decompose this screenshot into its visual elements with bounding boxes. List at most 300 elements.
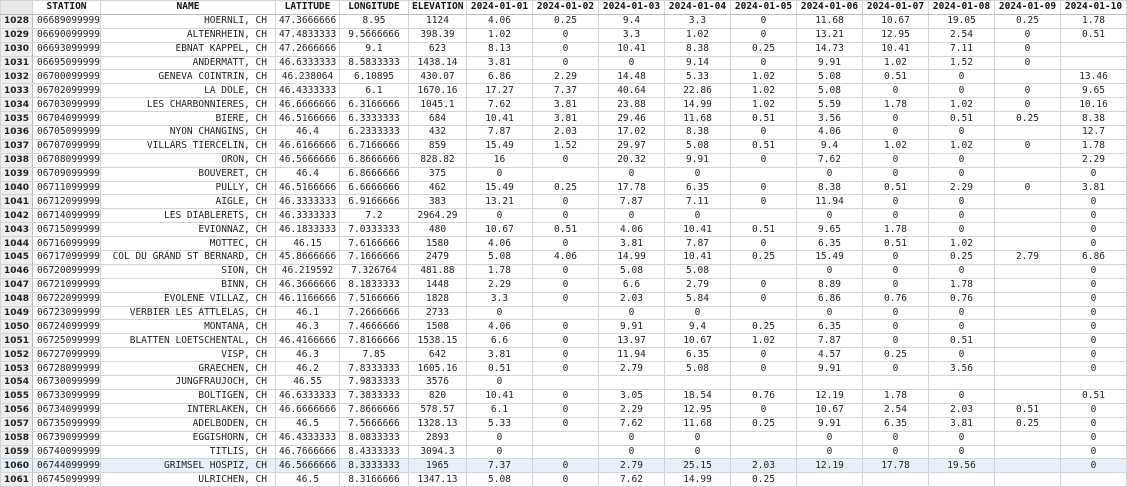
table-cell[interactable]: 0 bbox=[533, 42, 599, 56]
table-cell[interactable]: 1045.1 bbox=[409, 98, 467, 112]
table-cell[interactable]: 11.68 bbox=[665, 417, 731, 431]
table-cell[interactable]: 06703099999 bbox=[33, 98, 101, 112]
row-number-header[interactable]: 1051 bbox=[1, 334, 33, 348]
table-cell[interactable]: 2479 bbox=[409, 251, 467, 265]
table-cell[interactable]: 3.3 bbox=[665, 14, 731, 28]
table-cell[interactable] bbox=[1061, 376, 1127, 390]
table-cell[interactable]: 9.91 bbox=[797, 417, 863, 431]
table-cell[interactable]: 6.8666666 bbox=[340, 153, 409, 167]
table-cell[interactable]: 0 bbox=[665, 431, 731, 445]
table-cell[interactable]: 6.10895 bbox=[340, 70, 409, 84]
table-cell[interactable]: 1347.13 bbox=[409, 473, 467, 487]
table-cell[interactable]: 0 bbox=[599, 209, 665, 223]
table-cell[interactable]: 0 bbox=[929, 167, 995, 181]
table-cell[interactable]: 14.99 bbox=[665, 98, 731, 112]
table-cell[interactable] bbox=[995, 209, 1061, 223]
table-cell[interactable]: 06735099999 bbox=[33, 417, 101, 431]
table-cell[interactable]: EVOLENE VILLAZ, CH bbox=[101, 292, 276, 306]
table-cell[interactable]: BOUVERET, CH bbox=[101, 167, 276, 181]
table-cell[interactable]: 1.02 bbox=[929, 98, 995, 112]
table-cell[interactable]: 0 bbox=[599, 306, 665, 320]
table-cell[interactable]: 06727099999 bbox=[33, 348, 101, 362]
table-cell[interactable]: 0 bbox=[731, 28, 797, 42]
table-cell[interactable]: BIERE, CH bbox=[101, 112, 276, 126]
table-row[interactable] bbox=[1, 153, 1127, 167]
table-cell[interactable]: 6.35 bbox=[797, 320, 863, 334]
table-cell[interactable]: 5.33 bbox=[665, 70, 731, 84]
table-cell[interactable]: 9.4 bbox=[797, 139, 863, 153]
table-cell[interactable]: 6.35 bbox=[665, 348, 731, 362]
table-cell[interactable]: 3576 bbox=[409, 376, 467, 390]
table-cell[interactable]: 1.02 bbox=[731, 98, 797, 112]
table-cell[interactable]: 4.06 bbox=[467, 320, 533, 334]
table-cell[interactable]: COL DU GRAND ST BERNARD, CH bbox=[101, 251, 276, 265]
table-cell[interactable]: 3.81 bbox=[599, 237, 665, 251]
table-cell[interactable]: BINN, CH bbox=[101, 278, 276, 292]
table-cell[interactable]: 6.86 bbox=[467, 70, 533, 84]
table-cell[interactable]: 0 bbox=[467, 306, 533, 320]
table-cell[interactable]: 1.78 bbox=[1061, 14, 1127, 28]
table-cell[interactable]: TITLIS, CH bbox=[101, 445, 276, 459]
table-row[interactable] bbox=[1, 473, 1127, 487]
table-cell[interactable]: 17.78 bbox=[863, 459, 929, 473]
table-cell[interactable]: 7.2666666 bbox=[340, 306, 409, 320]
column-header[interactable]: 2024-01-05 bbox=[731, 1, 797, 15]
table-cell[interactable]: GENEVA COINTRIN, CH bbox=[101, 70, 276, 84]
row-number-header[interactable]: 1037 bbox=[1, 139, 33, 153]
table-cell[interactable]: 6.9166666 bbox=[340, 195, 409, 209]
table-cell[interactable]: 0 bbox=[1061, 306, 1127, 320]
table-cell[interactable] bbox=[797, 376, 863, 390]
table-cell[interactable]: 0.76 bbox=[731, 389, 797, 403]
table-cell[interactable]: 7.62 bbox=[599, 417, 665, 431]
table-cell[interactable]: 46.4166666 bbox=[276, 334, 340, 348]
table-cell[interactable]: HOERNLI, CH bbox=[101, 14, 276, 28]
table-cell[interactable]: 8.3333333 bbox=[340, 459, 409, 473]
table-cell[interactable]: 29.97 bbox=[599, 139, 665, 153]
table-cell[interactable]: 5.08 bbox=[797, 70, 863, 84]
row-number-header[interactable]: 1052 bbox=[1, 348, 33, 362]
column-header[interactable]: 2024-01-02 bbox=[533, 1, 599, 15]
table-cell[interactable]: 11.94 bbox=[797, 195, 863, 209]
table-cell[interactable]: 06728099999 bbox=[33, 362, 101, 376]
table-cell[interactable]: 13.97 bbox=[599, 334, 665, 348]
table-cell[interactable]: 8.3166666 bbox=[340, 473, 409, 487]
table-cell[interactable]: 46.4333333 bbox=[276, 431, 340, 445]
row-number-header[interactable]: 1031 bbox=[1, 56, 33, 70]
table-row[interactable] bbox=[1, 334, 1127, 348]
table-cell[interactable]: 18.54 bbox=[665, 389, 731, 403]
table-cell[interactable]: 0 bbox=[929, 153, 995, 167]
table-cell[interactable]: 0 bbox=[863, 445, 929, 459]
table-cell[interactable] bbox=[995, 237, 1061, 251]
row-number-header[interactable]: 1048 bbox=[1, 292, 33, 306]
table-cell[interactable]: 8.89 bbox=[797, 278, 863, 292]
table-cell[interactable]: 46.3666666 bbox=[276, 278, 340, 292]
table-cell[interactable]: 7.11 bbox=[665, 195, 731, 209]
table-cell[interactable] bbox=[599, 376, 665, 390]
table-cell[interactable]: 1.02 bbox=[929, 237, 995, 251]
table-cell[interactable]: 47.3666666 bbox=[276, 14, 340, 28]
row-number-header[interactable]: 1036 bbox=[1, 126, 33, 140]
table-cell[interactable]: ALTENRHEIN, CH bbox=[101, 28, 276, 42]
table-row[interactable] bbox=[1, 70, 1127, 84]
row-number-header[interactable]: 1038 bbox=[1, 153, 33, 167]
table-row[interactable] bbox=[1, 42, 1127, 56]
row-number-header[interactable]: 1030 bbox=[1, 42, 33, 56]
table-cell[interactable]: 0 bbox=[929, 348, 995, 362]
table-cell[interactable]: 6.3166666 bbox=[340, 98, 409, 112]
row-number-header[interactable]: 1033 bbox=[1, 84, 33, 98]
table-cell[interactable]: 2.29 bbox=[533, 70, 599, 84]
table-cell[interactable]: EBNAT KAPPEL, CH bbox=[101, 42, 276, 56]
table-cell[interactable]: 7.9833333 bbox=[340, 376, 409, 390]
table-cell[interactable]: 1.02 bbox=[863, 56, 929, 70]
row-number-header[interactable]: 1047 bbox=[1, 278, 33, 292]
table-cell[interactable]: 7.62 bbox=[467, 98, 533, 112]
table-row[interactable] bbox=[1, 167, 1127, 181]
table-cell[interactable]: 0 bbox=[929, 389, 995, 403]
table-cell[interactable]: 1.52 bbox=[533, 139, 599, 153]
row-number-header[interactable]: 1029 bbox=[1, 28, 33, 42]
table-cell[interactable]: 13.21 bbox=[797, 28, 863, 42]
table-cell[interactable] bbox=[533, 431, 599, 445]
table-cell[interactable]: 10.16 bbox=[1061, 98, 1127, 112]
table-cell[interactable]: AIGLE, CH bbox=[101, 195, 276, 209]
table-cell[interactable]: 0 bbox=[731, 348, 797, 362]
table-cell[interactable]: 0 bbox=[797, 431, 863, 445]
table-cell[interactable]: 8.5833333 bbox=[340, 56, 409, 70]
table-cell[interactable]: 7.1666666 bbox=[340, 251, 409, 265]
table-cell[interactable] bbox=[995, 153, 1061, 167]
table-cell[interactable]: 0.51 bbox=[467, 362, 533, 376]
table-row[interactable] bbox=[1, 417, 1127, 431]
table-cell[interactable]: 14.99 bbox=[665, 473, 731, 487]
table-cell[interactable]: 9.91 bbox=[599, 320, 665, 334]
table-cell[interactable]: 6.35 bbox=[665, 181, 731, 195]
table-cell[interactable]: 10.41 bbox=[665, 223, 731, 237]
table-cell[interactable]: 0 bbox=[863, 320, 929, 334]
table-cell[interactable]: 0 bbox=[665, 209, 731, 223]
table-cell[interactable]: 10.41 bbox=[467, 389, 533, 403]
table-cell[interactable]: 3.81 bbox=[467, 348, 533, 362]
table-cell[interactable]: 0.25 bbox=[995, 417, 1061, 431]
table-cell[interactable]: 0 bbox=[1061, 362, 1127, 376]
table-cell[interactable]: 06721099999 bbox=[33, 278, 101, 292]
table-cell[interactable]: 06717099999 bbox=[33, 251, 101, 265]
table-cell[interactable]: 0 bbox=[731, 181, 797, 195]
table-cell[interactable]: 3.56 bbox=[797, 112, 863, 126]
table-cell[interactable]: 06733099999 bbox=[33, 389, 101, 403]
table-row[interactable] bbox=[1, 459, 1127, 473]
table-cell[interactable]: 1.02 bbox=[665, 28, 731, 42]
table-cell[interactable]: 0 bbox=[863, 126, 929, 140]
table-cell[interactable] bbox=[995, 362, 1061, 376]
table-row[interactable] bbox=[1, 376, 1127, 390]
table-cell[interactable]: 0 bbox=[1061, 264, 1127, 278]
table-cell[interactable]: 0 bbox=[467, 431, 533, 445]
table-cell[interactable]: 10.41 bbox=[665, 251, 731, 265]
table-cell[interactable]: 0.51 bbox=[731, 112, 797, 126]
table-cell[interactable]: 47.4833333 bbox=[276, 28, 340, 42]
table-cell[interactable]: 19.05 bbox=[929, 14, 995, 28]
table-cell[interactable]: 1124 bbox=[409, 14, 467, 28]
table-cell[interactable]: 1538.15 bbox=[409, 334, 467, 348]
table-cell[interactable]: 6.7166666 bbox=[340, 139, 409, 153]
table-cell[interactable]: 06709099999 bbox=[33, 167, 101, 181]
table-cell[interactable]: 0 bbox=[599, 445, 665, 459]
table-cell[interactable] bbox=[863, 473, 929, 487]
table-cell[interactable]: 3.3 bbox=[467, 292, 533, 306]
table-cell[interactable]: 462 bbox=[409, 181, 467, 195]
table-row[interactable] bbox=[1, 237, 1127, 251]
table-cell[interactable]: 46.5 bbox=[276, 417, 340, 431]
table-cell[interactable]: 46.219592 bbox=[276, 264, 340, 278]
table-cell[interactable]: 0 bbox=[533, 362, 599, 376]
table-row[interactable] bbox=[1, 348, 1127, 362]
table-cell[interactable]: 0.51 bbox=[863, 237, 929, 251]
table-cell[interactable]: 3094.3 bbox=[409, 445, 467, 459]
table-cell[interactable]: 0 bbox=[995, 181, 1061, 195]
table-cell[interactable]: 0 bbox=[863, 112, 929, 126]
table-cell[interactable]: 4.06 bbox=[599, 223, 665, 237]
row-number-header[interactable]: 1049 bbox=[1, 306, 33, 320]
table-cell[interactable]: 06725099999 bbox=[33, 334, 101, 348]
table-cell[interactable]: 0 bbox=[863, 334, 929, 348]
table-cell[interactable]: 9.14 bbox=[665, 56, 731, 70]
table-cell[interactable]: 46.1833333 bbox=[276, 223, 340, 237]
table-cell[interactable]: 0 bbox=[731, 237, 797, 251]
table-cell[interactable]: 10.67 bbox=[797, 403, 863, 417]
table-cell[interactable]: 7.4666666 bbox=[340, 320, 409, 334]
table-cell[interactable]: GRAECHEN, CH bbox=[101, 362, 276, 376]
table-cell[interactable]: 12.95 bbox=[863, 28, 929, 42]
table-cell[interactable]: 3.81 bbox=[467, 56, 533, 70]
column-header[interactable]: 2024-01-09 bbox=[995, 1, 1061, 15]
table-cell[interactable]: 06723099999 bbox=[33, 306, 101, 320]
table-cell[interactable]: 6.1 bbox=[340, 84, 409, 98]
table-cell[interactable]: 0 bbox=[533, 417, 599, 431]
table-cell[interactable] bbox=[995, 195, 1061, 209]
select-all-corner[interactable] bbox=[1, 1, 33, 15]
table-cell[interactable]: 29.46 bbox=[599, 112, 665, 126]
table-cell[interactable]: GRIMSEL HOSPIZ, CH bbox=[101, 459, 276, 473]
table-row[interactable] bbox=[1, 139, 1127, 153]
table-cell[interactable]: 5.59 bbox=[797, 98, 863, 112]
row-number-header[interactable]: 1034 bbox=[1, 98, 33, 112]
table-cell[interactable] bbox=[995, 126, 1061, 140]
table-cell[interactable]: 46.5166666 bbox=[276, 112, 340, 126]
table-cell[interactable]: 5.08 bbox=[599, 264, 665, 278]
table-cell[interactable]: PULLY, CH bbox=[101, 181, 276, 195]
column-header[interactable]: LONGITUDE bbox=[340, 1, 409, 15]
table-cell[interactable]: 46.6666666 bbox=[276, 98, 340, 112]
table-row[interactable] bbox=[1, 389, 1127, 403]
table-cell[interactable]: 0.76 bbox=[863, 292, 929, 306]
table-cell[interactable] bbox=[995, 292, 1061, 306]
table-cell[interactable]: 15.49 bbox=[797, 251, 863, 265]
table-row[interactable] bbox=[1, 445, 1127, 459]
table-cell[interactable]: 7.8666666 bbox=[340, 403, 409, 417]
table-cell[interactable]: 0 bbox=[731, 278, 797, 292]
table-cell[interactable]: ADELBODEN, CH bbox=[101, 417, 276, 431]
table-cell[interactable]: SION, CH bbox=[101, 264, 276, 278]
table-cell[interactable]: 14.73 bbox=[797, 42, 863, 56]
table-cell[interactable]: 0 bbox=[731, 362, 797, 376]
table-cell[interactable]: 0 bbox=[533, 459, 599, 473]
table-cell[interactable]: 10.41 bbox=[467, 112, 533, 126]
table-cell[interactable]: 0 bbox=[731, 195, 797, 209]
table-cell[interactable]: 2.03 bbox=[533, 126, 599, 140]
table-cell[interactable]: 2964.29 bbox=[409, 209, 467, 223]
table-cell[interactable]: 0 bbox=[533, 292, 599, 306]
table-cell[interactable]: 0 bbox=[731, 14, 797, 28]
table-cell[interactable]: 0 bbox=[1061, 292, 1127, 306]
table-cell[interactable]: 1605.16 bbox=[409, 362, 467, 376]
table-cell[interactable]: 0.51 bbox=[1061, 28, 1127, 42]
table-cell[interactable]: 46.5666666 bbox=[276, 459, 340, 473]
table-cell[interactable]: 6.6 bbox=[599, 278, 665, 292]
table-cell[interactable]: 46.5666666 bbox=[276, 153, 340, 167]
row-number-header[interactable]: 1042 bbox=[1, 209, 33, 223]
table-cell[interactable]: 46.3 bbox=[276, 320, 340, 334]
table-cell[interactable]: 2.54 bbox=[929, 28, 995, 42]
table-cell[interactable]: 1.78 bbox=[929, 278, 995, 292]
table-cell[interactable]: 1.52 bbox=[929, 56, 995, 70]
table-cell[interactable]: 2.79 bbox=[599, 459, 665, 473]
table-cell[interactable]: 0 bbox=[599, 167, 665, 181]
table-cell[interactable] bbox=[731, 306, 797, 320]
table-cell[interactable]: 9.91 bbox=[797, 362, 863, 376]
table-cell[interactable]: 06730099999 bbox=[33, 376, 101, 390]
table-cell[interactable]: 7.87 bbox=[665, 237, 731, 251]
table-cell[interactable]: 0.76 bbox=[929, 292, 995, 306]
table-cell[interactable]: 0 bbox=[863, 431, 929, 445]
table-cell[interactable]: 2733 bbox=[409, 306, 467, 320]
table-cell[interactable]: 6.86 bbox=[797, 292, 863, 306]
table-cell[interactable]: 06693099999 bbox=[33, 42, 101, 56]
table-cell[interactable]: 1828 bbox=[409, 292, 467, 306]
table-cell[interactable]: EVIONNAZ, CH bbox=[101, 223, 276, 237]
table-cell[interactable]: 0 bbox=[533, 237, 599, 251]
table-cell[interactable]: 6.3333333 bbox=[340, 112, 409, 126]
table-cell[interactable]: 0 bbox=[863, 362, 929, 376]
column-header[interactable]: 2024-01-01 bbox=[467, 1, 533, 15]
table-cell[interactable]: 9.65 bbox=[1061, 84, 1127, 98]
table-cell[interactable]: 0.25 bbox=[995, 14, 1061, 28]
table-cell[interactable]: 8.1833333 bbox=[340, 278, 409, 292]
table-cell[interactable]: 46.238064 bbox=[276, 70, 340, 84]
table-cell[interactable]: 5.08 bbox=[467, 473, 533, 487]
table-cell[interactable]: 8.38 bbox=[665, 42, 731, 56]
table-row[interactable] bbox=[1, 56, 1127, 70]
table-cell[interactable]: 0.51 bbox=[863, 70, 929, 84]
table-cell[interactable]: 46.3333333 bbox=[276, 209, 340, 223]
table-cell[interactable]: 7.62 bbox=[797, 153, 863, 167]
table-cell[interactable]: 0 bbox=[731, 403, 797, 417]
table-cell[interactable]: 06689099999 bbox=[33, 14, 101, 28]
table-cell[interactable]: 5.84 bbox=[665, 292, 731, 306]
table-cell[interactable]: 5.08 bbox=[665, 362, 731, 376]
table-cell[interactable]: 7.87 bbox=[797, 334, 863, 348]
table-cell[interactable]: 06704099999 bbox=[33, 112, 101, 126]
table-cell[interactable]: 06708099999 bbox=[33, 153, 101, 167]
table-cell[interactable]: 0.51 bbox=[1061, 389, 1127, 403]
column-header[interactable]: NAME bbox=[101, 1, 276, 15]
table-cell[interactable] bbox=[929, 473, 995, 487]
row-number-header[interactable]: 1032 bbox=[1, 70, 33, 84]
table-cell[interactable]: 3.81 bbox=[929, 417, 995, 431]
table-cell[interactable]: 0.51 bbox=[533, 223, 599, 237]
table-row[interactable] bbox=[1, 362, 1127, 376]
table-cell[interactable]: 8.38 bbox=[797, 181, 863, 195]
table-cell[interactable]: 46.6666666 bbox=[276, 403, 340, 417]
table-cell[interactable]: 4.06 bbox=[467, 14, 533, 28]
table-cell[interactable]: 0 bbox=[863, 209, 929, 223]
table-cell[interactable]: 0 bbox=[731, 292, 797, 306]
table-cell[interactable]: 9.1 bbox=[340, 42, 409, 56]
table-cell[interactable]: 7.326764 bbox=[340, 264, 409, 278]
table-cell[interactable]: 5.33 bbox=[467, 417, 533, 431]
table-cell[interactable]: 578.57 bbox=[409, 403, 467, 417]
table-cell[interactable]: 4.06 bbox=[797, 126, 863, 140]
row-number-header[interactable]: 1057 bbox=[1, 417, 33, 431]
table-cell[interactable]: VILLARS TIERCELIN, CH bbox=[101, 139, 276, 153]
table-cell[interactable]: 6.35 bbox=[863, 417, 929, 431]
table-cell[interactable]: 1965 bbox=[409, 459, 467, 473]
table-cell[interactable]: 1670.16 bbox=[409, 84, 467, 98]
table-cell[interactable]: 06724099999 bbox=[33, 320, 101, 334]
table-cell[interactable]: 1580 bbox=[409, 237, 467, 251]
table-cell[interactable]: 375 bbox=[409, 167, 467, 181]
table-cell[interactable]: 10.67 bbox=[665, 334, 731, 348]
table-cell[interactable] bbox=[995, 445, 1061, 459]
row-number-header[interactable]: 1060 bbox=[1, 459, 33, 473]
table-cell[interactable]: 2.03 bbox=[929, 403, 995, 417]
table-cell[interactable]: 0 bbox=[1061, 209, 1127, 223]
table-cell[interactable]: 9.91 bbox=[665, 153, 731, 167]
table-cell[interactable]: 0 bbox=[1061, 167, 1127, 181]
table-cell[interactable]: 623 bbox=[409, 42, 467, 56]
table-cell[interactable]: 0 bbox=[1061, 431, 1127, 445]
table-cell[interactable]: 0 bbox=[467, 376, 533, 390]
table-cell[interactable]: 0.51 bbox=[995, 403, 1061, 417]
table-row[interactable] bbox=[1, 320, 1127, 334]
table-cell[interactable]: 0 bbox=[929, 445, 995, 459]
column-header[interactable]: 2024-01-10 bbox=[1061, 1, 1127, 15]
table-cell[interactable]: 0 bbox=[995, 42, 1061, 56]
table-cell[interactable]: 6.6 bbox=[467, 334, 533, 348]
table-cell[interactable]: 7.8166666 bbox=[340, 334, 409, 348]
table-cell[interactable]: 1.78 bbox=[863, 389, 929, 403]
table-cell[interactable]: 06705099999 bbox=[33, 126, 101, 140]
table-cell[interactable]: 06715099999 bbox=[33, 223, 101, 237]
row-number-header[interactable]: 1039 bbox=[1, 167, 33, 181]
table-cell[interactable] bbox=[731, 445, 797, 459]
table-cell[interactable]: 0 bbox=[533, 195, 599, 209]
row-number-header[interactable]: 1050 bbox=[1, 320, 33, 334]
table-cell[interactable]: 15.49 bbox=[467, 181, 533, 195]
table-cell[interactable]: 828.82 bbox=[409, 153, 467, 167]
table-cell[interactable] bbox=[731, 376, 797, 390]
table-cell[interactable]: 0 bbox=[467, 167, 533, 181]
table-row[interactable] bbox=[1, 223, 1127, 237]
table-cell[interactable]: 1438.14 bbox=[409, 56, 467, 70]
table-cell[interactable] bbox=[995, 278, 1061, 292]
table-row[interactable] bbox=[1, 84, 1127, 98]
table-cell[interactable]: LA DOLE, CH bbox=[101, 84, 276, 98]
table-cell[interactable]: 2.29 bbox=[929, 181, 995, 195]
